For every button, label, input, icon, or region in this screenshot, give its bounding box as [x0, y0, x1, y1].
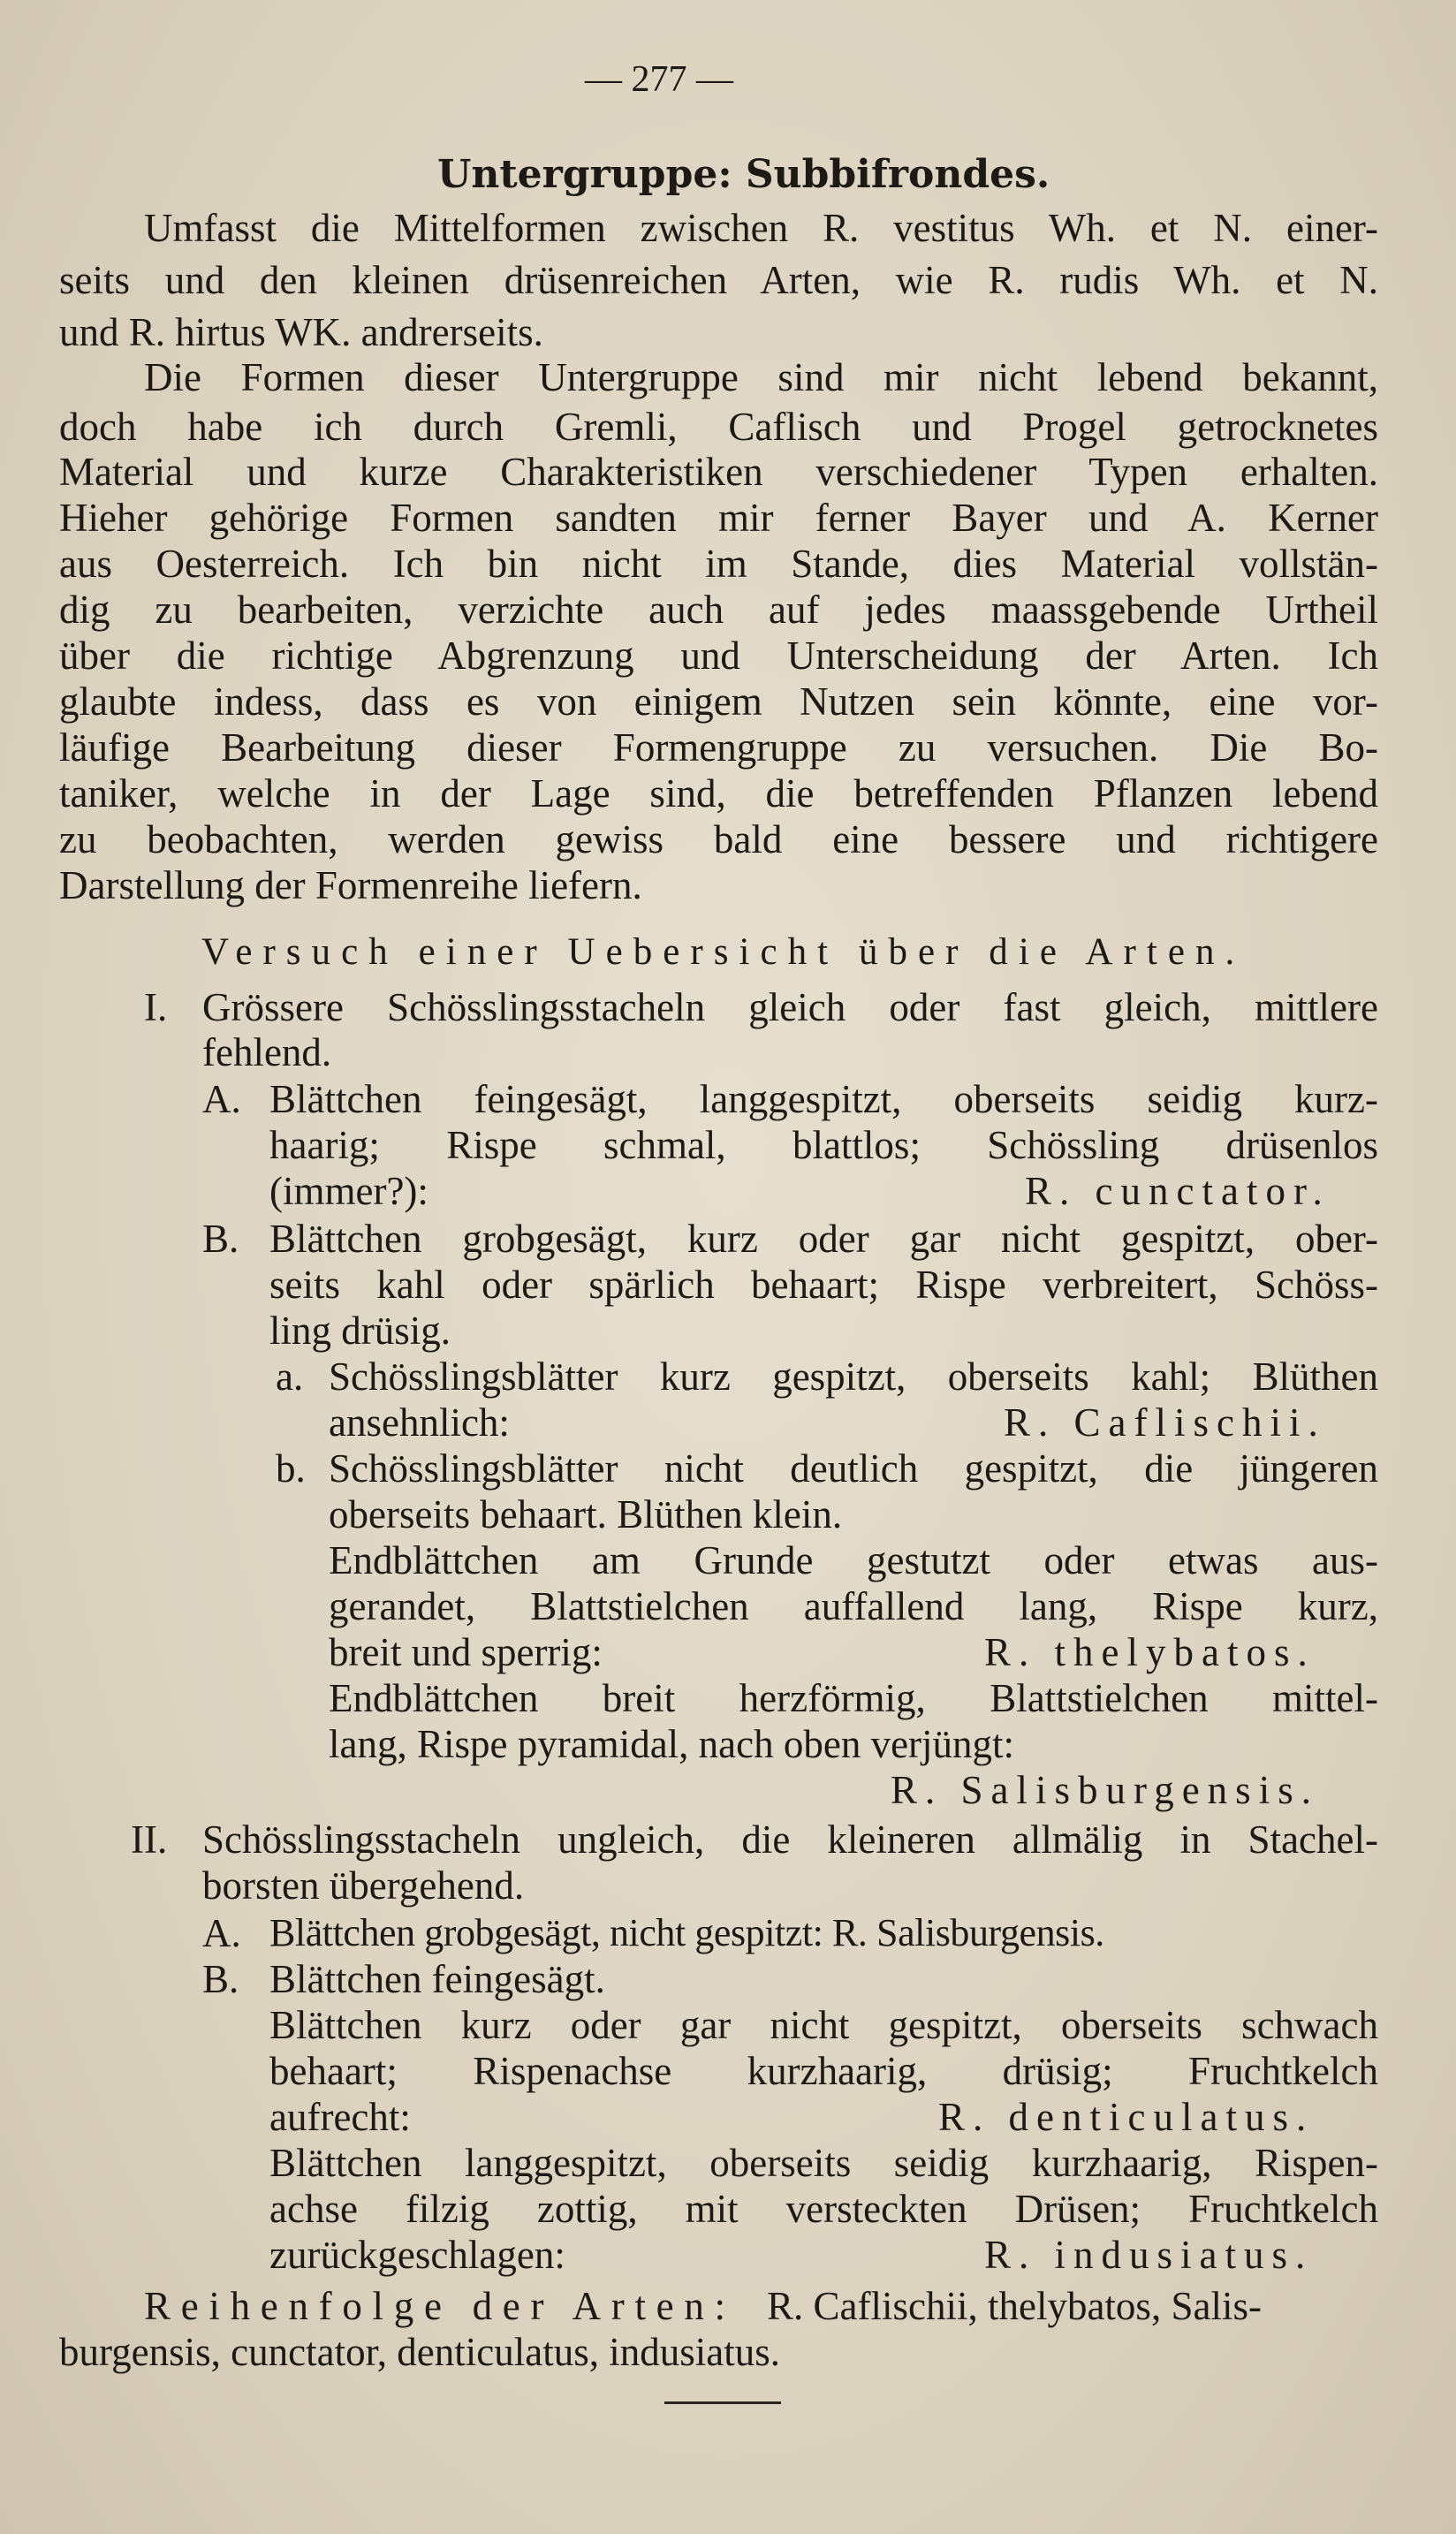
key-marker: B. [202, 1217, 239, 1261]
page-number: — 277 — [585, 59, 733, 100]
key-marker: II. [131, 1817, 168, 1862]
order-line: R. Caflischii, thelybatos, Salis- [767, 2284, 1262, 2328]
key-IIA-line: Blättchen grobgesägt, nicht gespitzt: R. Salisburgensis. [269, 1911, 1104, 1954]
key-marker: A. [202, 1077, 241, 1121]
intro-line: doch habe ich durch Gremli, Caflisch und Progel getrocknetes [59, 405, 1378, 449]
intro-line: Hieher gehörige Formen sandten mir ferner Bayer und A. Kerner [59, 496, 1378, 540]
key-IB-line: ling drüsig. [269, 1309, 451, 1353]
key-IBb-sub2-line: Endblättchen breit herzförmig, Blattstielchen mittel- [329, 1676, 1378, 1720]
species-name: R. denticulatus. [938, 2095, 1315, 2139]
intro-line: glaubte indess, dass es von einigem Nutzen sein könnte, eine vor- [59, 679, 1378, 724]
order-line: burgensis, cunctator, denticulatus, indusiatus. [59, 2330, 780, 2374]
order-label: Reihenfolge der Arten: [144, 2284, 736, 2328]
key-IA-line: haarig; Rispe schmal, blattlos; Schössling drüsenlos [269, 1123, 1378, 1167]
intro-line: taniker, welche in der Lage sind, die betreffenden Pflanzen lebend [59, 771, 1378, 816]
key-IIB-sub2-line: zurückgeschlagen: [269, 2233, 565, 2277]
species-name: R. Caflischii. [1004, 1400, 1326, 1445]
key-IIB-sub1-line: aufrecht: [269, 2095, 411, 2139]
key-II-line: borsten übergehend. [202, 1863, 525, 1908]
key-IIB-sub1-line: Blättchen kurz oder gar nicht gespitzt, oberseits schwach [269, 2003, 1378, 2047]
intro-line: seits und den kleinen drüsenreichen Arten, wie R. rudis Wh. et N. [59, 258, 1378, 302]
key-IBa-line: Schösslingsblätter kurz gespitzt, oberseits kahl; Blüthen [329, 1354, 1378, 1399]
key-marker: b. [276, 1446, 306, 1491]
key-IBb-sub1-line: gerandet, Blattstielchen auffallend lang, Rispe kurz, [329, 1584, 1378, 1628]
intro-line: Material und kurze Charakteristiken verschiedener Typen erhalten. [59, 450, 1378, 494]
species-name: R. Salisburgensis. [891, 1768, 1319, 1812]
key-IBa-line: ansehnlich: [329, 1400, 510, 1445]
key-IIB-sub2-line: Blättchen langgespitzt, oberseits seidig kurzhaarig, Rispen- [269, 2141, 1378, 2185]
intro-line: dig zu bearbeiten, verzichte auch auf jedes maassgebende Urtheil [59, 588, 1378, 632]
key-marker: B. [202, 1957, 239, 2001]
key-IB-line: seits kahl oder spärlich behaart; Rispe verbreitert, Schöss- [269, 1263, 1378, 1307]
key-IBb-sub1-line: Endblättchen am Grunde gestutzt oder etwas aus- [329, 1538, 1378, 1582]
key-IIB-sub2-line: achse filzig zottig, mit versteckten Drüsen; Fruchtkelch [269, 2187, 1378, 2231]
key-IBb-line: Schösslingsblätter nicht deutlich gespitzt, die jüngeren [329, 1446, 1378, 1491]
intro-line: aus Oesterreich. Ich bin nicht im Stande, dies Material vollstän- [59, 542, 1378, 586]
key-IB-line: Blättchen grobgesägt, kurz oder gar nicht gespitzt, ober- [269, 1217, 1378, 1261]
footer-rule [664, 2401, 781, 2404]
intro-line: läufige Bearbeitung dieser Formengruppe zu versuchen. Die Bo- [59, 725, 1378, 770]
key-IA-line: (immer?): [269, 1169, 428, 1213]
key-IA-line: Blättchen feingesägt, langgespitzt, oberseits seidig kurz- [269, 1077, 1378, 1121]
intro-line: Die Formen dieser Untergruppe sind mir nicht lebend bekannt, [144, 355, 1378, 399]
key-IBb-sub2-line: lang, Rispe pyramidal, nach oben verjüngt: [329, 1722, 1015, 1766]
species-name: R. thelybatos. [984, 1630, 1316, 1674]
intro-line: über die richtige Abgrenzung und Unterscheidung der Arten. Ich [59, 634, 1378, 678]
intro-line: zu beobachten, werden gewiss bald eine bessere und richtigere [59, 817, 1378, 861]
species-name: R. indusiatus. [984, 2233, 1314, 2277]
key-IIB-line: Blättchen feingesägt. [269, 1957, 605, 2001]
key-I-line: fehlend. [202, 1030, 332, 1074]
key-I-line: Grössere Schösslingsstacheln gleich oder fast gleich, mittlere [202, 985, 1378, 1029]
intro-line: Umfasst die Mittelformen zwischen R. vestitus Wh. et N. einer- [144, 206, 1378, 250]
intro-line: Darstellung der Formenreihe liefern. [59, 863, 642, 907]
key-marker: A. [202, 1911, 241, 1955]
key-marker: a. [276, 1354, 304, 1399]
key-IBb-sub1-line: breit und sperrig: [329, 1630, 603, 1674]
species-name: R. cunctator. [1025, 1169, 1331, 1213]
key-marker: I. [144, 985, 168, 1029]
key-IBb-line: oberseits behaart. Blüthen klein. [329, 1492, 843, 1536]
key-IIB-sub1-line: behaart; Rispenachse kurzhaarig, drüsig; Fruchtkelch [269, 2049, 1378, 2093]
key-II-line: Schösslingsstacheln ungleich, die kleineren allmälig in Stachel- [202, 1817, 1378, 1862]
section-heading: Untergruppe: Subbifrondes. [437, 152, 1050, 197]
intro-line: und R. hirtus WK. andrerseits. [59, 310, 543, 354]
overview-title: Versuch einer Uebersicht über die Arten. [201, 931, 1246, 973]
